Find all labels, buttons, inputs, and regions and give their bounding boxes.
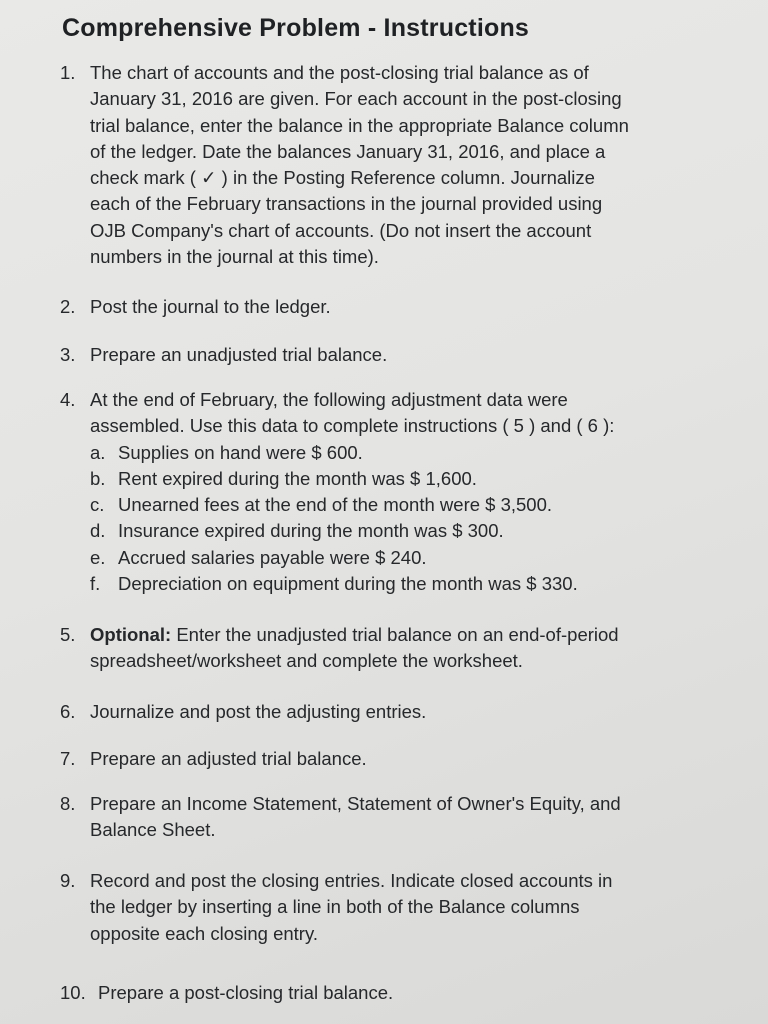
item-number: 5. <box>60 624 76 645</box>
sub-text: Rent expired during the month was $ 1,600. <box>118 467 477 489</box>
optional-label: Optional: <box>90 624 172 645</box>
item-line: Balance Sheet. <box>90 819 216 841</box>
item-line: spreadsheet/worksheet and complete the worksheet. <box>90 650 523 672</box>
sub-item-f <box>90 571 730 597</box>
item-line: assembled. Use this data to complete instructions ( 5 ) and ( 6 ): <box>90 415 615 437</box>
sub-item-b <box>90 466 730 492</box>
item-line-text: Enter the unadjusted trial balance on an end-of-period <box>176 624 619 645</box>
item-line: of the ledger. Date the balances January 31, 2016, and place a <box>90 140 606 162</box>
sub-text: Unearned fees at the end of the month were $ 3,500. <box>118 494 553 516</box>
item-text <box>90 622 730 675</box>
item-text <box>98 980 738 1006</box>
item-number: 7. <box>60 748 76 769</box>
item-number: 10. <box>60 982 86 1003</box>
item-line: the ledger by inserting a line in both of the Balance columns <box>90 896 580 918</box>
item-line: Prepare a post-closing trial balance. <box>98 982 394 1003</box>
item-line: The chart of accounts and the post-closing trial balance as of <box>90 62 589 83</box>
sub-text: Depreciation on equipment during the month was $ 330. <box>118 573 578 595</box>
sub-text: Supplies on hand were $ 600. <box>118 441 363 463</box>
item-text <box>90 699 730 725</box>
item-line: trial balance, enter the balance in the appropriate Balance column <box>90 114 629 136</box>
item-number: 8. <box>60 793 76 814</box>
item-line: At the end of February, the following adjustment data were <box>90 389 568 410</box>
item-line: Journalize and post the adjusting entries. <box>90 701 427 722</box>
sub-text: Accrued salaries payable were $ 240. <box>118 546 427 568</box>
item-line: check mark ( ✓ ) in the Posting Reference column. Journalize <box>90 167 595 189</box>
item-number: 1. <box>60 62 76 83</box>
item-line <box>90 622 730 648</box>
item-line: Prepare an Income Statement, Statement of Owner's Equity, and <box>90 793 621 814</box>
item-line: Record and post the closing entries. Indicate closed accounts in <box>90 870 613 891</box>
item-text <box>90 60 730 270</box>
sub-letter: d. <box>90 520 106 542</box>
item-number: 9. <box>60 870 76 891</box>
sub-letter: c. <box>90 494 105 516</box>
item-line: Post the journal to the ledger. <box>90 296 331 317</box>
sub-item-d <box>90 518 730 544</box>
item-text <box>90 294 730 320</box>
page-title: Comprehensive Problem - Instructions <box>62 14 530 42</box>
item-number: 4. <box>60 389 76 410</box>
sub-text: Insurance expired during the month was $ 300. <box>118 520 504 542</box>
item-text <box>90 387 730 597</box>
sub-letter: a. <box>90 441 106 463</box>
item-line: Prepare an adjusted trial balance. <box>90 748 367 769</box>
sub-letter: f. <box>90 573 101 595</box>
item-line: January 31, 2016 are given. For each account in the post-closing <box>90 88 622 110</box>
sub-item-e <box>90 545 730 571</box>
item-line: numbers in the journal at this time). <box>90 246 379 268</box>
sub-letter: b. <box>90 467 106 489</box>
item-text <box>90 342 730 368</box>
item-number: 6. <box>60 701 76 722</box>
item-text <box>90 746 730 772</box>
item-line: opposite each closing entry. <box>90 922 318 944</box>
item-number: 3. <box>60 344 76 365</box>
sub-item-a <box>90 440 730 466</box>
item-line: OJB Company's chart of accounts. (Do not insert the account <box>90 219 592 241</box>
sub-item-c <box>90 492 730 518</box>
item-text <box>90 868 730 947</box>
item-line: Prepare an unadjusted trial balance. <box>90 344 388 365</box>
item-number: 2. <box>60 296 76 317</box>
item-line: each of the February transactions in the journal provided using <box>90 193 603 215</box>
item-text <box>90 791 730 844</box>
sub-letter: e. <box>90 546 106 568</box>
